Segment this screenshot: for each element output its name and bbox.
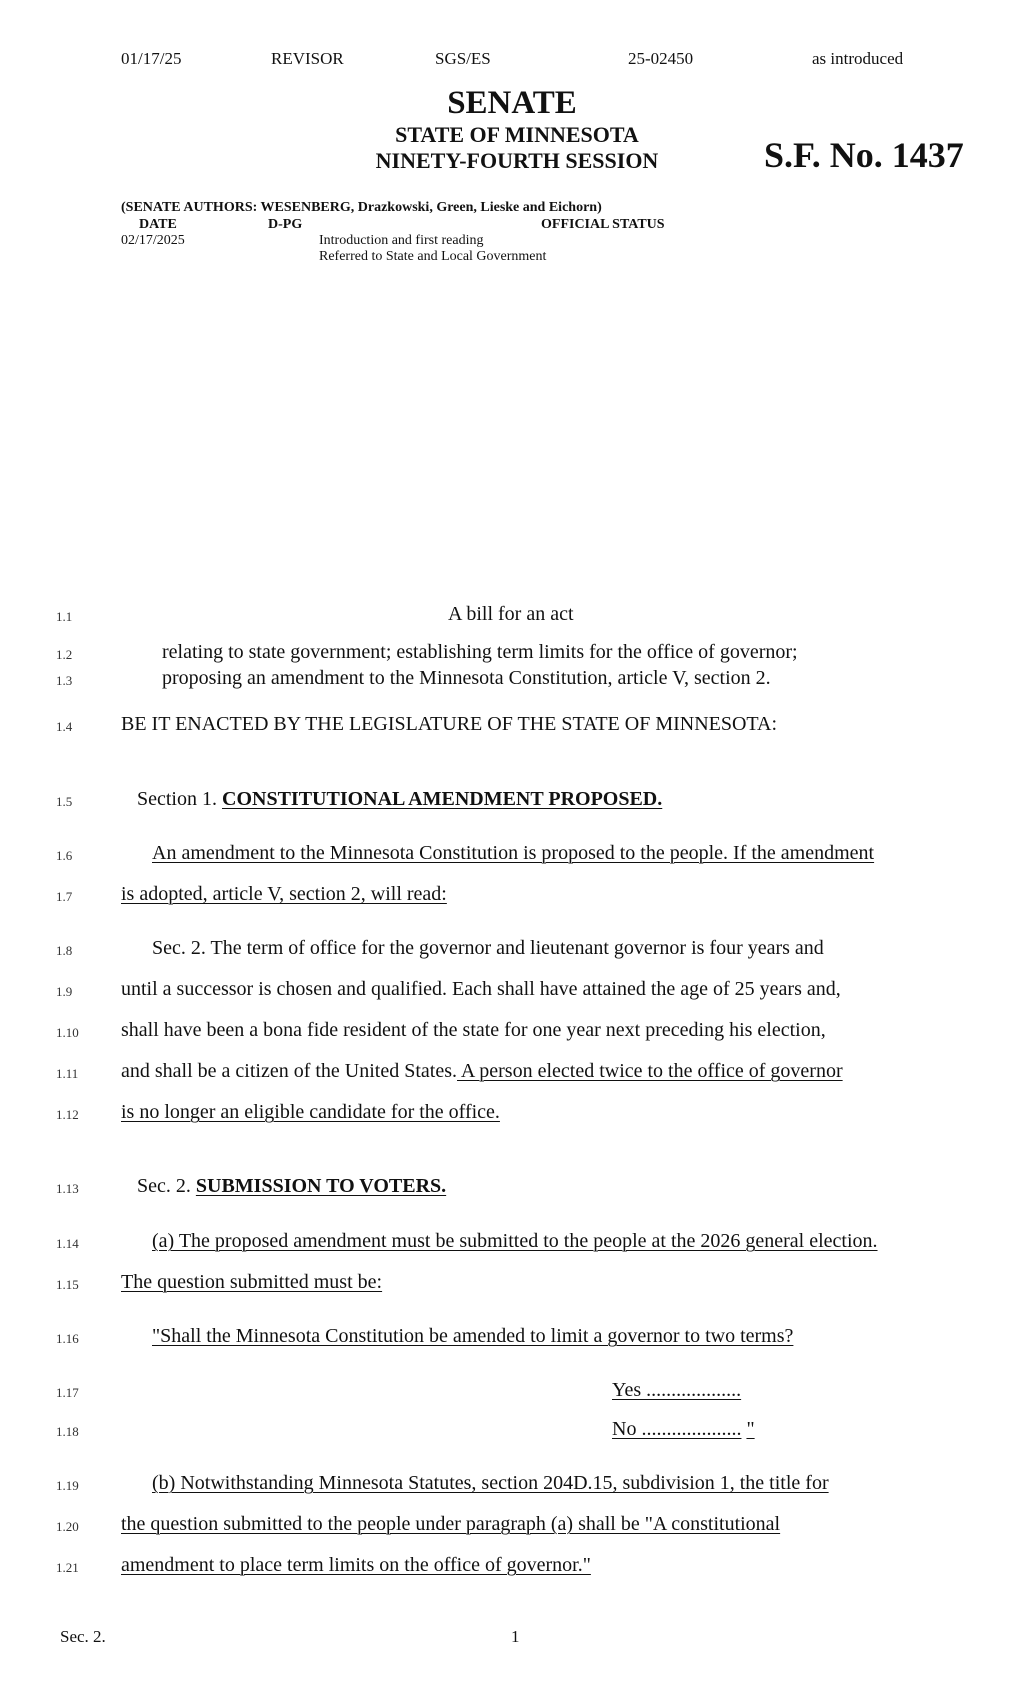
enacting-clause: BE IT ENACTED BY THE LEGISLATURE OF THE STATE OF MINNESOTA:	[121, 713, 778, 735]
bill-line-1-9: until a successor is chosen and qualified. Each shall have attained the age of 25 years and,	[121, 978, 841, 1000]
line-number: 1.20	[56, 1519, 79, 1534]
line-number: 1.6	[56, 848, 73, 863]
line-number: 1.18	[56, 1424, 79, 1439]
state-title: STATE OF MINNESOTA	[395, 122, 639, 147]
bill-line-1-7: is adopted, article V, section 2, will read:	[121, 883, 447, 905]
status-row-action-1: Introduction and first reading	[319, 233, 484, 248]
bill-line-1-19: (b) Notwithstanding Minnesota Statutes, section 204D.15, subdivision 1, the title for	[152, 1472, 829, 1494]
line-number: 1.1	[56, 609, 73, 624]
line-number: 1.13	[56, 1181, 79, 1196]
header-status: as introduced	[812, 49, 904, 68]
line-number: 1.21	[56, 1560, 79, 1575]
senate-authors: (SENATE AUTHORS: WESENBERG, Drazkowski, Green, Lieske and Eichorn)	[121, 200, 602, 215]
line-number: 1.17	[56, 1385, 79, 1400]
line-number: 1.12	[56, 1107, 79, 1122]
header-revisor: REVISOR	[271, 49, 344, 68]
section-1-heading: Section 1. CONSTITUTIONAL AMENDMENT PROPOSED.	[137, 788, 663, 810]
status-col-official: OFFICIAL STATUS	[541, 217, 665, 232]
header-date: 01/17/25	[121, 49, 182, 68]
header-doc-number: 25-02450	[628, 49, 694, 68]
line-number: 1.3	[56, 673, 73, 688]
bill-line-1-8: Sec. 2. The term of office for the governor and lieutenant governor is four years and	[152, 937, 824, 959]
chamber-title: SENATE	[447, 85, 577, 121]
bill-line-1-12: is no longer an eligible candidate for the office.	[121, 1101, 500, 1123]
bill-line-1-2: relating to state government; establishing term limits for the office of governor;	[162, 641, 798, 663]
section-2-heading: Sec. 2. SUBMISSION TO VOTERS.	[137, 1175, 447, 1197]
bill-line-1-11: and shall be a citizen of the United States. A person elected twice to the office of governor	[121, 1060, 843, 1082]
line-number: 1.2	[56, 647, 73, 662]
line-number: 1.8	[56, 943, 73, 958]
status-row-action-2: Referred to State and Local Government	[319, 249, 547, 264]
line-number: 1.4	[56, 719, 73, 734]
status-col-dpg: D-PG	[268, 217, 303, 232]
ballot-yes: Yes ...................	[612, 1379, 742, 1401]
line-number: 1.10	[56, 1025, 79, 1040]
line-number: 1.14	[56, 1236, 79, 1251]
ballot-question: "Shall the Minnesota Constitution be amended to limit a governor to two terms?	[152, 1325, 794, 1347]
bill-line-1-20: the question submitted to the people under paragraph (a) shall be "A constitutional	[121, 1513, 781, 1535]
line-number: 1.11	[56, 1066, 79, 1081]
line-number: 1.19	[56, 1478, 79, 1493]
page-number: 1	[511, 1627, 520, 1646]
header-initials: SGS/ES	[435, 49, 491, 68]
session-title: NINETY-FOURTH SESSION	[375, 148, 659, 173]
status-row-date: 02/17/2025	[121, 233, 185, 248]
line-number: 1.5	[56, 794, 73, 809]
line-number: 1.16	[56, 1331, 79, 1346]
bill-line-1-10: shall have been a bona fide resident of the state for one year next preceding his election,	[121, 1019, 826, 1041]
ballot-no: No .................... "	[612, 1418, 755, 1440]
bill-act-title: A bill for an act	[448, 603, 574, 625]
bill-line-1-3: proposing an amendment to the Minnesota Constitution, article V, section 2.	[162, 667, 771, 689]
bill-line-1-14: (a) The proposed amendment must be submitted to the people at the 2026 general election.	[152, 1230, 878, 1252]
line-number: 1.7	[56, 889, 73, 904]
line-number: 1.9	[56, 984, 73, 999]
bill-line-1-15: The question submitted must be:	[121, 1271, 383, 1293]
status-col-date: DATE	[139, 217, 177, 232]
bill-line-1-21: amendment to place term limits on the office of governor."	[121, 1554, 591, 1576]
footer-section: Sec. 2.	[60, 1627, 106, 1646]
bill-line-1-6: An amendment to the Minnesota Constitution is proposed to the people. If the amendment	[152, 842, 875, 864]
bill-number: S.F. No. 1437	[764, 135, 964, 175]
line-number: 1.15	[56, 1277, 79, 1292]
